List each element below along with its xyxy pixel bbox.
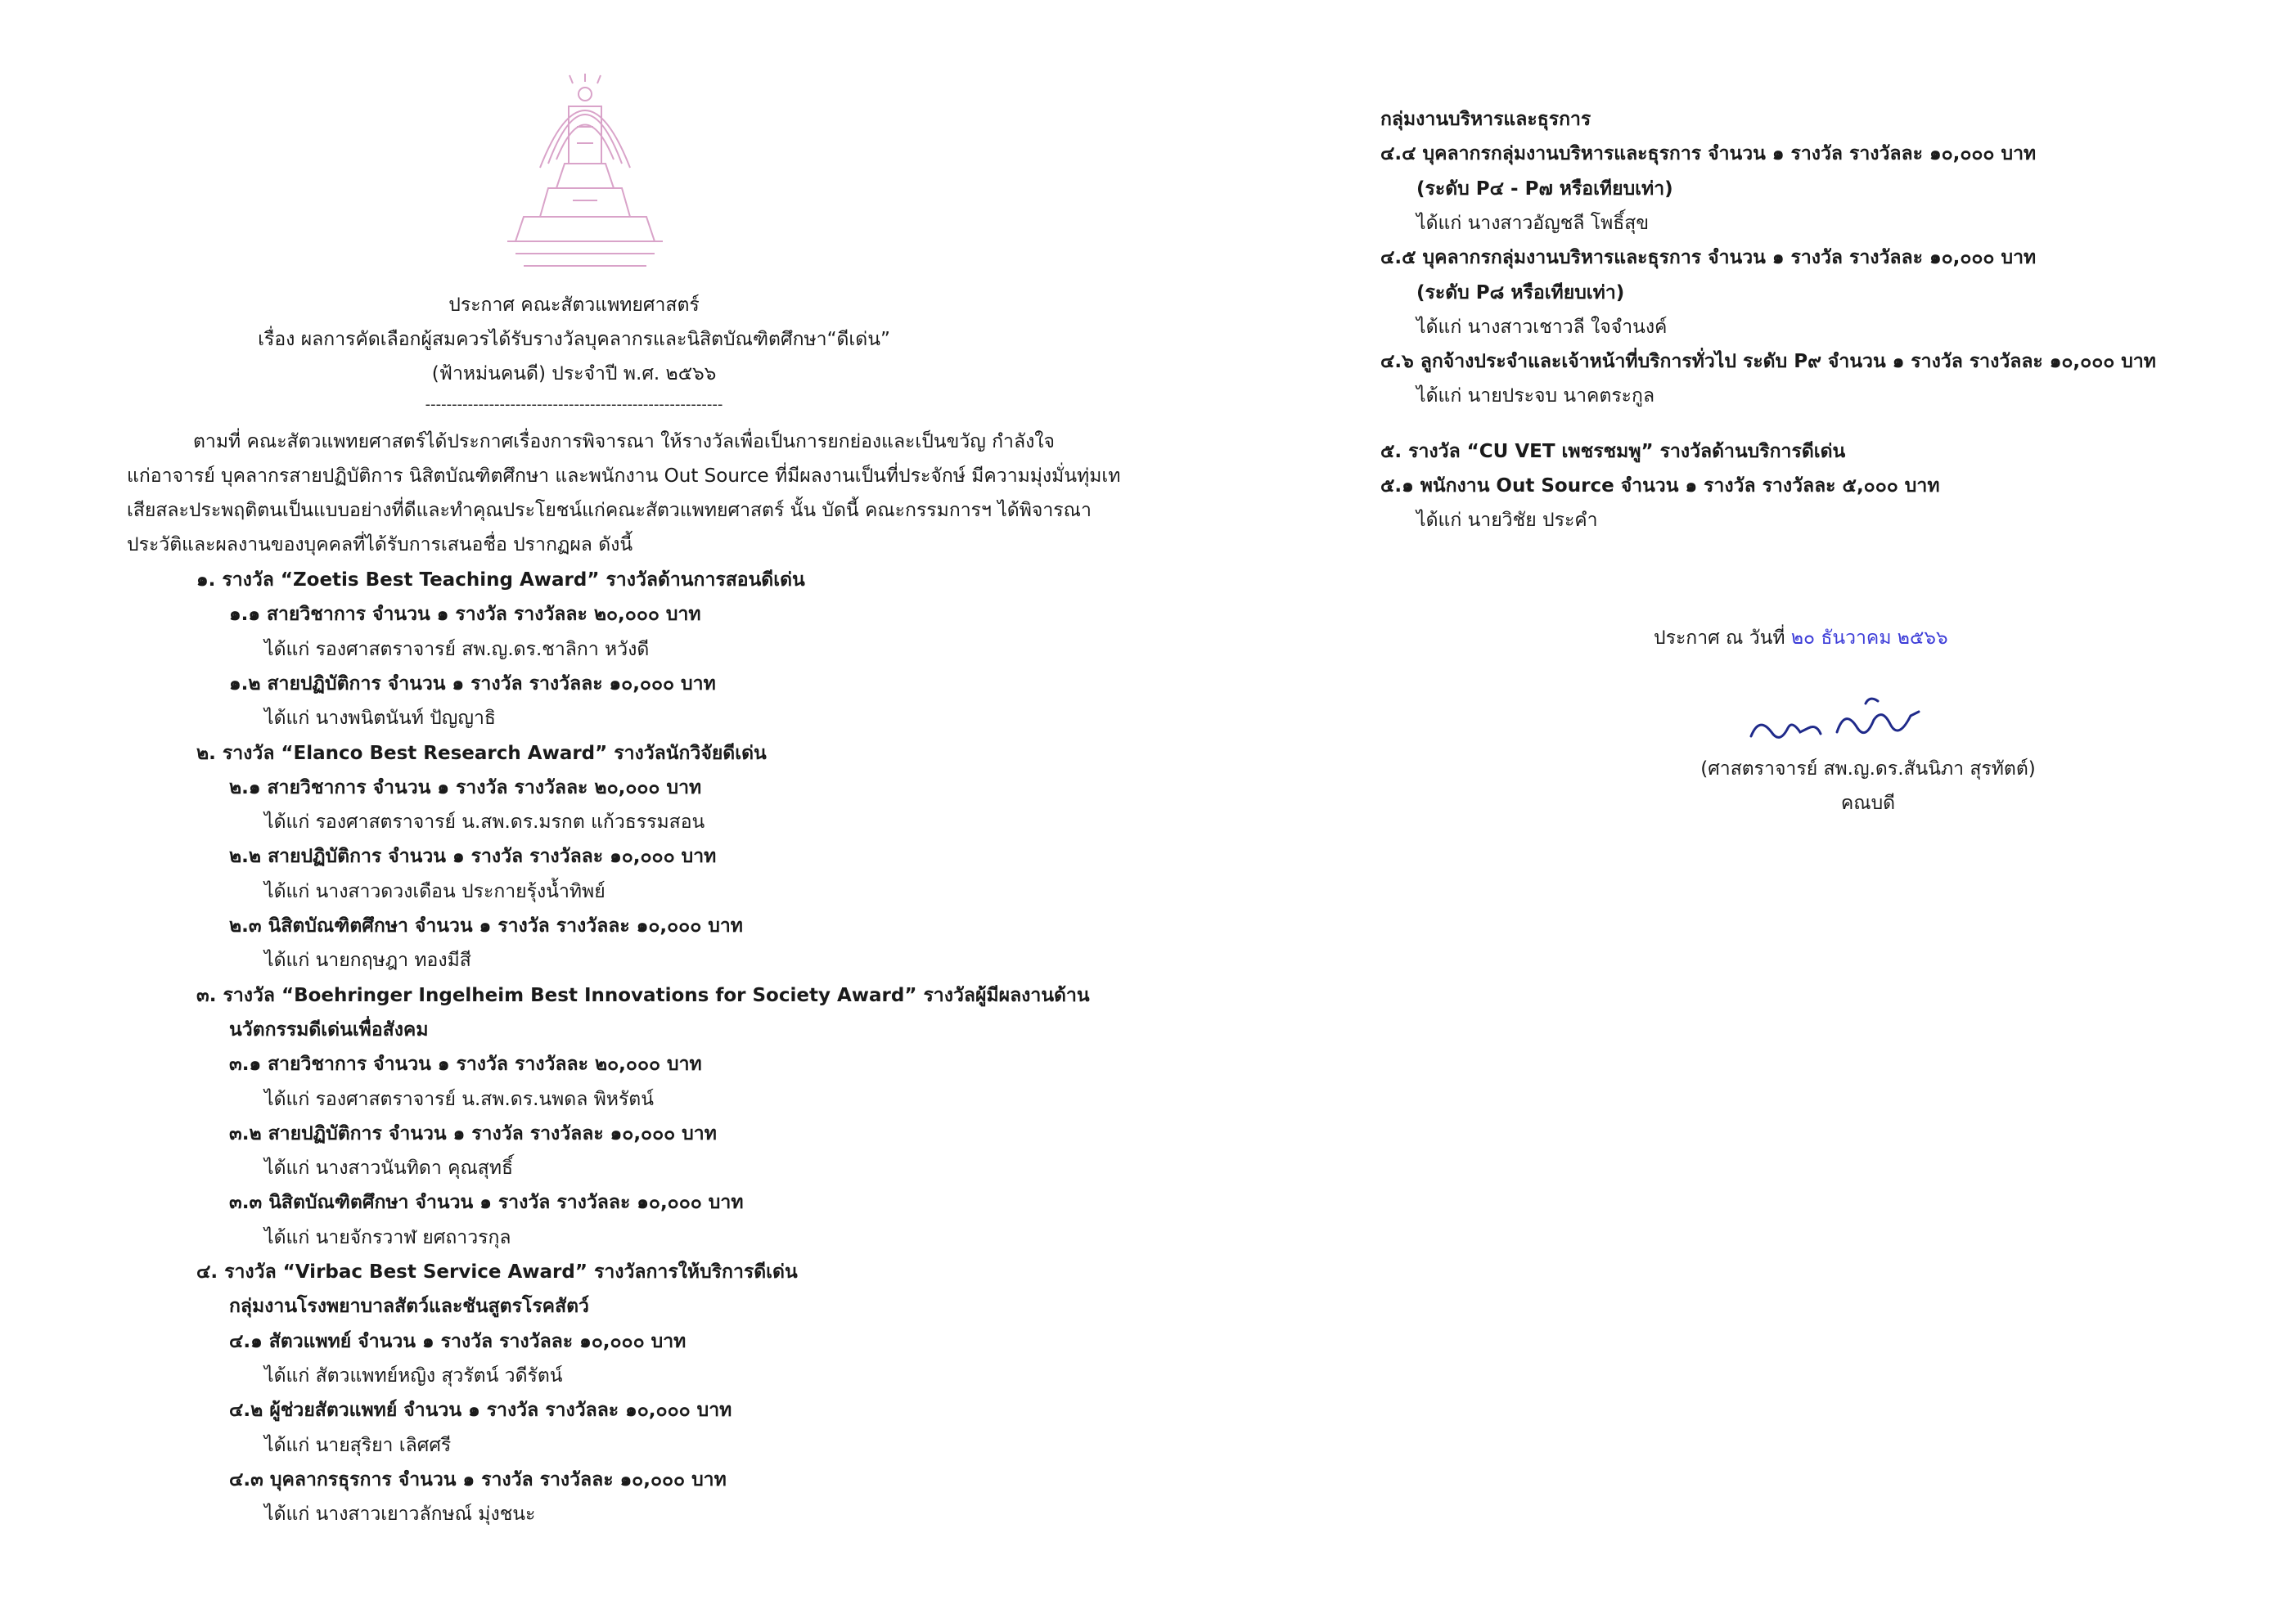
award-heading: ๒. รางวัล “Elanco Best Research Award” รางวัลนักวิจัยดีเด่น: [196, 742, 767, 764]
signer-position: คณบดี: [1840, 793, 1896, 814]
award-item: ๓.๒ สายปฏิบัติการ จำนวน ๑ รางวัล รางวัลละ ๑๐,๐๐๐ บาท: [229, 1122, 717, 1144]
recipient-line: (ระดับ P๘ หรือเทียบเท่า): [1416, 281, 1625, 303]
award-heading: ๔. รางวัล “Virbac Best Service Award” รางวัลการให้บริการดีเด่น: [196, 1261, 798, 1283]
award-item: กลุ่มงานโรงพยาบาลสัตว์และชันสูตรโรคสัตว์: [229, 1296, 589, 1318]
recipient-line: ได้แก่ นางสาวนันทิดา คุณสุทธิ์: [264, 1158, 514, 1180]
right-page: [1148, 0, 2296, 1623]
recipient-line: ได้แก่ นายวิชัย ประคำ: [1416, 510, 1598, 532]
announce-date: ๒๐ ธันวาคม ๒๕๖๖: [1790, 627, 1948, 649]
announcement-subject: เรื่อง ผลการคัดเลือกผู้สมควรได้รับรางวัลบุคลากรและนิสิตบัณฑิตศึกษา“ดีเด่น”: [258, 329, 890, 350]
recipient-line: ได้แก่ นางพนิตนันท์ ปัญญาธิ: [264, 708, 496, 730]
recipient-line: ได้แก่ นางสาวเชาวลี ใจจำนงค์: [1416, 316, 1668, 338]
recipient-line: ได้แก่ สัตวแพทย์หญิง สุวรัตน์ วดีรัตน์: [264, 1364, 563, 1387]
award-item: ๔.๑ สัตวแพทย์ จำนวน ๑ รางวัล รางวัลละ ๑๐,๐๐๐ บาท: [229, 1330, 687, 1352]
signer-name: (ศาสตราจารย์ สพ.ญ.ดร.สันนิภา สุรทัตต์): [1700, 758, 2036, 780]
award-item: ๑.๒ สายปฏิบัติการ จำนวน ๑ รางวัล รางวัลละ ๑๐,๐๐๐ บาท: [229, 672, 716, 695]
award-heading: ๑. รางวัล “Zoetis Best Teaching Award” รางวัลด้านการสอนดีเด่น: [196, 569, 805, 591]
award-item: กลุ่มงานบริหารและธุรการ: [1380, 109, 1591, 130]
award-item: ๒.๓ นิสิตบัณฑิตศึกษา จำนวน ๑ รางวัล รางวัลละ ๑๐,๐๐๐ บาท: [229, 915, 743, 937]
award-item: ๔.๖ ลูกจ้างประจำและเจ้าหน้าที่บริการทั่วไป ระดับ P๙ จำนวน ๑ รางวัล รางวัลละ ๑๐,๐๐๐ บาท: [1380, 351, 2156, 373]
announce-date-line: [1654, 626, 1948, 650]
recipient-line: ได้แก่ นางสาวเยาวลักษณ์ มุ่งชนะ: [264, 1504, 536, 1526]
award-item: ๔.๔ บุคลากรกลุ่มงานบริหารและธุรการ จำนวน ๑ รางวัล รางวัลละ ๑๐,๐๐๐ บาท: [1380, 143, 2037, 165]
award-item: นวัตกรรมดีเด่นเพื่อสังคม: [229, 1018, 429, 1041]
recipient-line: ได้แก่ รองศาสตราจารย์ น.สพ.ดร.มรกต แก้วธรรมสอน: [264, 812, 705, 834]
intro-line: แก่อาจารย์ บุคลากรสายปฏิบัติการ นิสิตบัณฑิตศึกษา และพนักงาน Out Source ที่มีผลงานเป็นที่ประจักษ์ มีความมุ่งมั่นทุ่มเท: [127, 465, 1121, 487]
award-item: ๔.๒ ผู้ช่วยสัตวแพทย์ จำนวน ๑ รางวัล รางวัลละ ๑๐,๐๐๐ บาท: [229, 1400, 732, 1422]
university-seal-icon: [491, 65, 679, 278]
award-item: ๒.๑ สายวิชาการ จำนวน ๑ รางวัล รางวัลละ ๒๐,๐๐๐ บาท: [229, 776, 702, 798]
intro-line: ตามที่ คณะสัตวแพทยศาสตร์ได้ประกาศเรื่องการพิจารณา ให้รางวัลเพื่อเป็นการยกย่องและเป็นขวัญ กำลังใจ: [193, 431, 1056, 452]
recipient-line: ได้แก่ นางสาวดวงเดือน ประกายรุ้งน้ำทิพย์: [264, 880, 606, 902]
announcement-heading: ประกาศ คณะสัตวแพทยศาสตร์: [448, 294, 700, 316]
award-item: ๑.๑ สายวิชาการ จำนวน ๑ รางวัล รางวัลละ ๒๐,๐๐๐ บาท: [229, 604, 701, 626]
header-divider: --------------------------------------------------------: [425, 396, 723, 413]
recipient-line: ได้แก่ นายจักรวาฬ ยศถาวรกุล: [264, 1226, 511, 1248]
award-item: ๓.๓ นิสิตบัณฑิตศึกษา จำนวน ๑ รางวัล รางวัลละ ๑๐,๐๐๐ บาท: [229, 1192, 744, 1214]
award-item: ๕.๑ พนักงาน Out Source จำนวน ๑ รางวัล รางวัลละ ๕,๐๐๐ บาท: [1380, 475, 1940, 497]
award-item: ๓.๑ สายวิชาการ จำนวน ๑ รางวัล รางวัลละ ๒๐,๐๐๐ บาท: [229, 1054, 702, 1076]
intro-line: ประวัติและผลงานของบุคคลที่ได้รับการเสนอชื่อ ปรากฏผล ดังนี้: [127, 534, 633, 555]
intro-line: เสียสละประพฤติตนเป็นแบบอย่างที่ดีและทำคุณประโยชน์แก่คณะสัตวแพทยศาสตร์ นั้น บัดนี้ คณะกรรมการฯ ได้พิจารณา: [127, 500, 1092, 521]
recipient-line: ได้แก่ นางสาวอัญชลี โพธิ์สุข: [1416, 212, 1650, 234]
recipient-line: ได้แก่ นายกฤษฎา ทองมีสี: [264, 950, 471, 972]
signature-icon: [1743, 691, 1931, 757]
recipient-line: ได้แก่ รองศาสตราจารย์ สพ.ญ.ดร.ชาลิกา หวังดี: [264, 638, 650, 660]
award-heading: ๓. รางวัล “Boehringer Ingelheim Best Innovations for Society Award” รางวัลผู้มีผลงานด้าน: [196, 984, 1090, 1006]
award-item: ๒.๒ สายปฏิบัติการ จำนวน ๑ รางวัล รางวัลละ ๑๐,๐๐๐ บาท: [229, 846, 717, 868]
award-item: ๔.๓ บุคลากรธุรการ จำนวน ๑ รางวัล รางวัลละ ๑๐,๐๐๐ บาท: [229, 1468, 727, 1490]
recipient-line: ได้แก่ นายสุริยา เลิศศรี: [264, 1434, 452, 1456]
recipient-line: (ระดับ P๔ - P๗ หรือเทียบเท่า): [1416, 178, 1673, 200]
announcement-year: (ฟ้าหม่นคนดี) ประจำปี พ.ศ. ๒๕๖๖: [431, 363, 717, 384]
award-heading: ๕. รางวัล “CU VET เพชรชมพู” รางวัลด้านบริการดีเด่น: [1380, 440, 1846, 462]
recipient-line: ได้แก่ นายประจบ นาคตระกูล: [1416, 385, 1655, 407]
award-item: ๔.๕ บุคลากรกลุ่มงานบริหารและธุรการ จำนวน ๑ รางวัล รางวัลละ ๑๐,๐๐๐ บาท: [1380, 247, 2037, 269]
announce-date-prefix: ประกาศ ณ วันที่: [1654, 627, 1791, 649]
recipient-line: ได้แก่ รองศาสตราจารย์ น.สพ.ดร.นพดล พิหรัตน์: [264, 1088, 654, 1110]
